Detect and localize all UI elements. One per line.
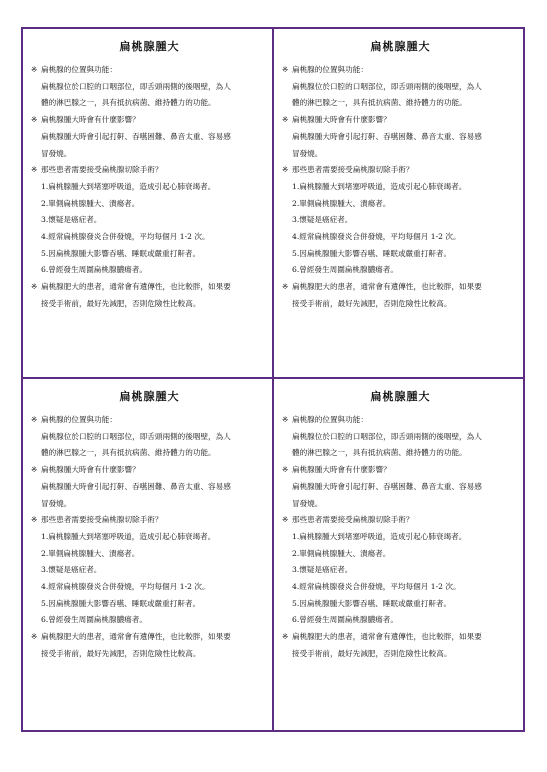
section-text: 冒發燒。 — [41, 498, 72, 508]
card-content — [282, 62, 519, 313]
section-heading: ※ 扁桃腺腫大時會有什麼影響？ — [31, 112, 268, 129]
section-text: 扁桃腺腫大時會引起打鼾、吞嚥困難、鼻音太重、容易感 — [41, 481, 231, 491]
section-text: 扁桃腺位於口腔的口咽部位，即舌頭兩側的後咽壁，為人 — [292, 431, 482, 441]
section-heading: ※ 扁桃腺肥大的患者，通常會有遺傳性，也比較胖，如果要 — [31, 629, 268, 646]
bullet-mark: ※ — [282, 465, 289, 475]
section-text: 接受手術前，最好先減肥，否則危險性比較高。 — [41, 648, 201, 658]
bullet-mark: ※ — [282, 115, 289, 125]
list-item: 1.扁桃腺腫大到堵塞呼吸道，造成引起心肺衰竭者。 — [292, 181, 467, 191]
section-text: 體的淋巴腺之一，具有抵抗病菌、維持體力的功能。 — [41, 448, 216, 458]
list-item: 2.單側扁桃腺腫大、潰瘍者。 — [41, 198, 140, 208]
card-title: 扁桃腺腫大 — [119, 40, 180, 53]
list-item: 2.單側扁桃腺腫大、潰瘍者。 — [41, 548, 140, 558]
section-heading: ※ 扁桃腺肥大的患者，通常會有遺傳性，也比較胖，如果要 — [282, 279, 519, 296]
section-heading: ※ 扁桃腺的位置與功能： — [31, 62, 268, 79]
leaflet-sheet — [21, 27, 525, 732]
section-heading: ※ 扁桃腺的位置與功能： — [282, 62, 519, 79]
list-item: 3.懷疑是癌症者。 — [292, 215, 353, 225]
list-item: 3.懷疑是癌症者。 — [41, 565, 102, 575]
section-text: 扁桃腺位於口腔的口咽部位，即舌頭兩側的後咽壁，為人 — [41, 431, 231, 441]
card-title: 扁桃腺腫大 — [119, 390, 180, 403]
list-item: 4.經常扁桃腺發炎合併發燒，平均每個月 1-2 次。 — [41, 232, 210, 242]
list-item: 5.因扁桃腺腫大影響吞嚥、睡眠或嚴重打鼾者。 — [292, 248, 452, 258]
list-item: 5.因扁桃腺腫大影響吞嚥、睡眠或嚴重打鼾者。 — [41, 248, 201, 258]
leaflet-card-bottom-right — [274, 379, 523, 727]
list-item: 4.經常扁桃腺發炎合併發燒，平均每個月 1-2 次。 — [41, 582, 210, 592]
list-item: 1.扁桃腺腫大到堵塞呼吸道，造成引起心肺衰竭者。 — [41, 181, 216, 191]
section-heading: ※ 那些患者需要接受扁桃腺切除手術？ — [31, 512, 268, 529]
section-text: 冒發燒。 — [292, 498, 323, 508]
bullet-mark: ※ — [31, 282, 38, 292]
card-content — [282, 412, 519, 663]
section-text: 體的淋巴腺之一，具有抵抗病菌、維持體力的功能。 — [292, 448, 467, 458]
list-item: 4.經常扁桃腺發炎合併發燒，平均每個月 1-2 次。 — [292, 582, 461, 592]
list-item: 2.單側扁桃腺腫大、潰瘍者。 — [292, 548, 391, 558]
section-heading: ※ 那些患者需要接受扁桃腺切除手術？ — [282, 512, 519, 529]
list-item: 2.單側扁桃腺腫大、潰瘍者。 — [292, 198, 391, 208]
section-heading: ※ 扁桃腺肥大的患者，通常會有遺傳性，也比較胖，如果要 — [282, 629, 519, 646]
card-title: 扁桃腺腫大 — [370, 390, 431, 403]
bullet-mark: ※ — [31, 115, 38, 125]
bullet-mark: ※ — [31, 65, 38, 74]
bullet-mark: ※ — [282, 415, 289, 424]
section-text: 冒發燒。 — [41, 148, 72, 158]
bullet-mark: ※ — [282, 282, 289, 292]
list-item: 1.扁桃腺腫大到堵塞呼吸道，造成引起心肺衰竭者。 — [292, 531, 467, 541]
leaflet-card-top-left — [23, 29, 272, 377]
section-text: 扁桃腺腫大時會引起打鼾、吞嚥困難、鼻音太重、容易感 — [41, 131, 231, 141]
list-item: 6.曾經發生周圍扁桃腺膿瘍者。 — [292, 615, 398, 625]
leaflet-card-top-right — [274, 29, 523, 377]
section-heading: ※ 扁桃腺腫大時會有什麼影響？ — [31, 462, 268, 479]
section-heading: ※ 扁桃腺肥大的患者，通常會有遺傳性，也比較胖，如果要 — [31, 279, 268, 296]
section-heading: ※ 扁桃腺腫大時會有什麼影響？ — [282, 462, 519, 479]
list-item: 5.因扁桃腺腫大影響吞嚥、睡眠或嚴重打鼾者。 — [292, 598, 452, 608]
section-text: 接受手術前，最好先減肥，否則危險性比較高。 — [292, 298, 452, 308]
section-text: 體的淋巴腺之一，具有抵抗病菌、維持體力的功能。 — [41, 98, 216, 108]
section-text: 扁桃腺位於口腔的口咽部位，即舌頭兩側的後咽壁，為人 — [292, 81, 482, 91]
section-text: 扁桃腺腫大時會引起打鼾、吞嚥困難、鼻音太重、容易感 — [292, 481, 482, 491]
section-heading: ※ 那些患者需要接受扁桃腺切除手術？ — [31, 162, 268, 179]
bullet-mark: ※ — [31, 515, 38, 525]
section-text: 冒發燒。 — [292, 148, 323, 158]
card-content — [31, 412, 268, 663]
leaflet-card-bottom-left — [23, 379, 272, 727]
bullet-mark: ※ — [282, 515, 289, 525]
bullet-mark: ※ — [31, 415, 38, 424]
bullet-mark: ※ — [282, 165, 289, 175]
section-text: 扁桃腺位於口腔的口咽部位，即舌頭兩側的後咽壁，為人 — [41, 81, 231, 91]
list-item: 5.因扁桃腺腫大影響吞嚥、睡眠或嚴重打鼾者。 — [41, 598, 201, 608]
section-text: 接受手術前，最好先減肥，否則危險性比較高。 — [41, 298, 201, 308]
list-item: 1.扁桃腺腫大到堵塞呼吸道，造成引起心肺衰竭者。 — [41, 531, 216, 541]
list-item: 3.懷疑是癌症者。 — [292, 565, 353, 575]
section-text: 體的淋巴腺之一，具有抵抗病菌、維持體力的功能。 — [292, 98, 467, 108]
list-item: 6.曾經發生周圍扁桃腺膿瘍者。 — [41, 265, 147, 275]
section-text: 接受手術前，最好先減肥，否則危險性比較高。 — [292, 648, 452, 658]
bullet-mark: ※ — [31, 165, 38, 175]
bullet-mark: ※ — [31, 465, 38, 475]
list-item: 6.曾經發生周圍扁桃腺膿瘍者。 — [292, 265, 398, 275]
card-title: 扁桃腺腫大 — [370, 40, 431, 53]
bullet-mark: ※ — [282, 65, 289, 74]
section-heading: ※ 扁桃腺腫大時會有什麼影響？ — [282, 112, 519, 129]
section-heading: ※ 扁桃腺的位置與功能： — [282, 412, 519, 429]
list-item: 4.經常扁桃腺發炎合併發燒，平均每個月 1-2 次。 — [292, 232, 461, 242]
list-item: 6.曾經發生周圍扁桃腺膿瘍者。 — [41, 615, 147, 625]
section-heading: ※ 扁桃腺的位置與功能： — [31, 412, 268, 429]
bullet-mark: ※ — [31, 632, 38, 642]
section-heading: ※ 那些患者需要接受扁桃腺切除手術？ — [282, 162, 519, 179]
card-content — [31, 62, 268, 313]
list-item: 3.懷疑是癌症者。 — [41, 215, 102, 225]
bullet-mark: ※ — [282, 632, 289, 642]
section-text: 扁桃腺腫大時會引起打鼾、吞嚥困難、鼻音太重、容易感 — [292, 131, 482, 141]
